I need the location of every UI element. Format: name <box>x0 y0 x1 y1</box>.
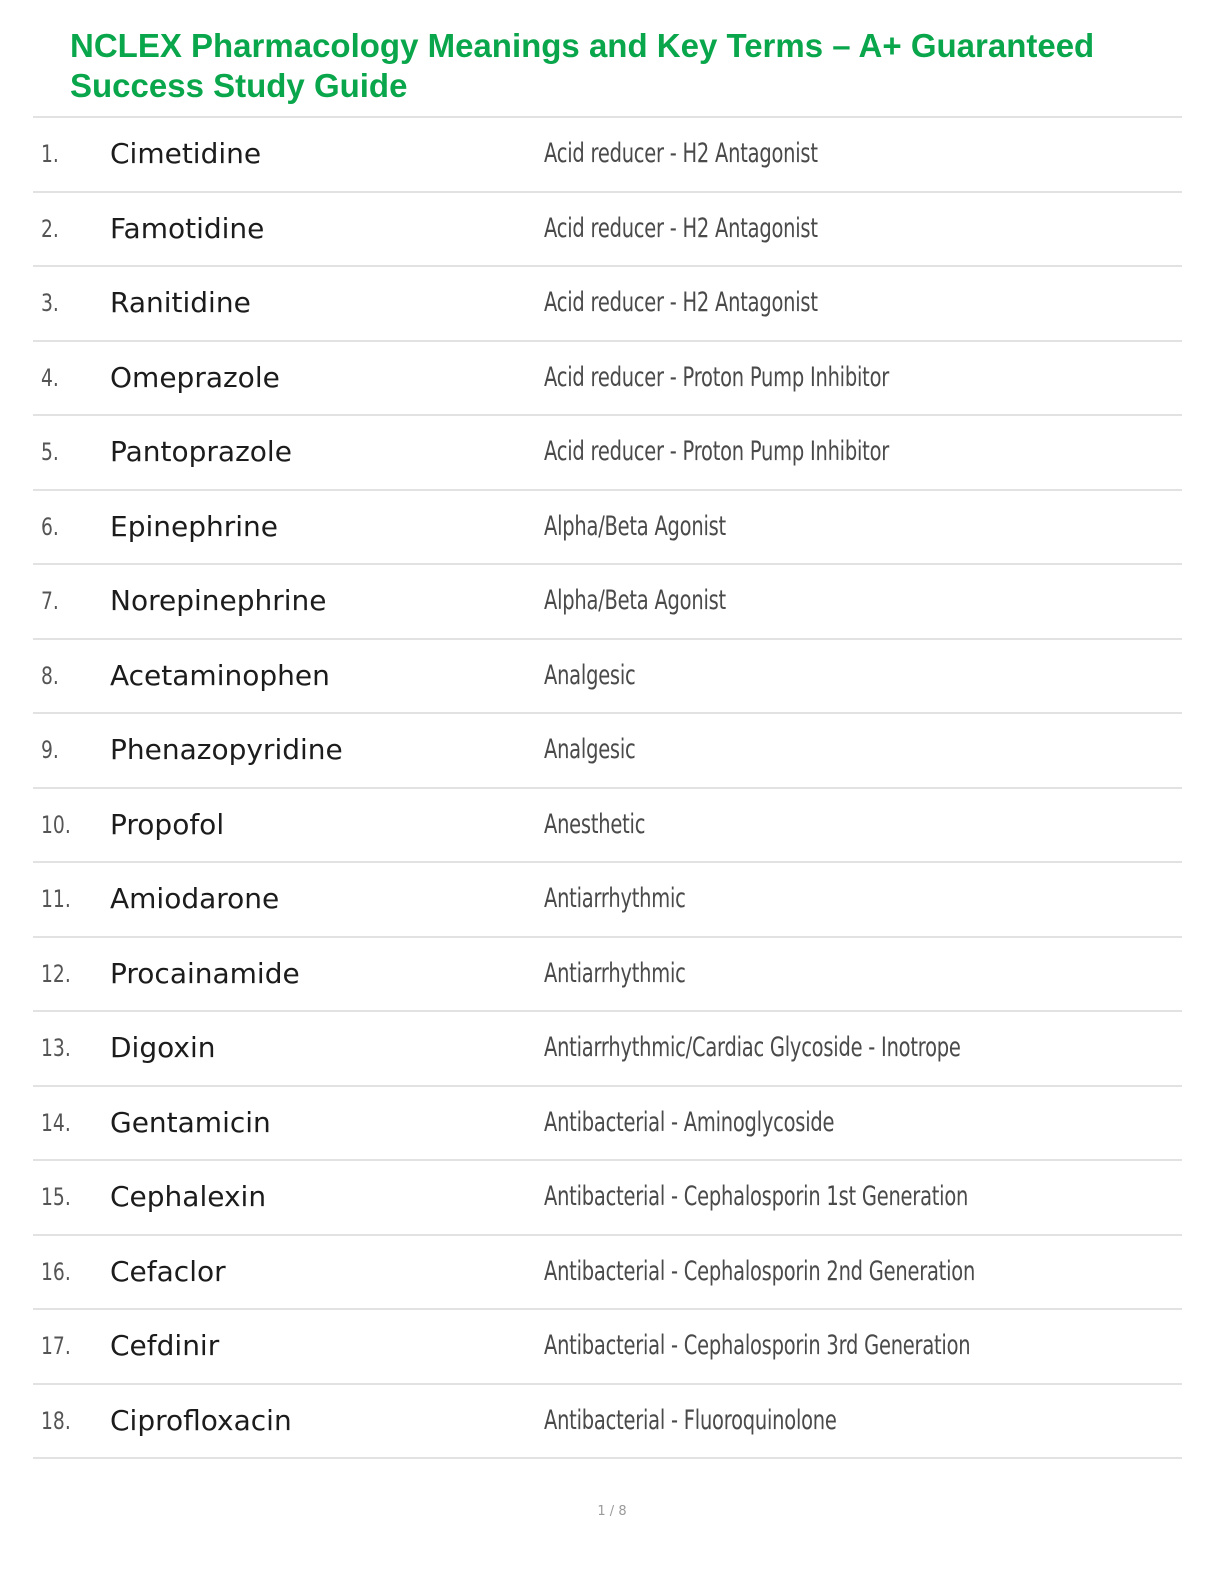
term-name: Propofol <box>110 807 225 841</box>
term-row <box>33 863 1182 938</box>
term-definition: Antiarrhythmic <box>544 957 686 989</box>
term-definition: Alpha/Beta Agonist <box>544 585 726 616</box>
term-number: 8. <box>41 661 59 690</box>
term-definition: Analgesic <box>544 659 636 691</box>
term-name: Cefdinir <box>110 1329 220 1362</box>
term-row <box>33 118 1182 193</box>
term-number: 4. <box>41 363 59 392</box>
term-definition: Acid reducer - H2 Antagonist <box>544 212 818 244</box>
term-number: 3. <box>41 289 59 317</box>
term-name: Ciprofloxacin <box>110 1403 292 1437</box>
term-row <box>33 938 1182 1013</box>
term-number: 15. <box>41 1183 71 1211</box>
term-definition: Acid reducer - H2 Antagonist <box>544 287 818 318</box>
term-number: 5. <box>41 438 59 466</box>
term-name: Cimetidine <box>110 137 262 170</box>
term-number: 9. <box>41 736 59 764</box>
term-name: Digoxin <box>110 1031 216 1064</box>
term-number: 10. <box>41 810 71 839</box>
term-name: Cephalexin <box>110 1180 267 1213</box>
term-row <box>33 1236 1182 1311</box>
term-name: Procainamide <box>110 956 300 990</box>
term-number: 16. <box>41 1257 71 1286</box>
term-name: Phenazopyridine <box>110 733 343 766</box>
page-title: NCLEX Pharmacology Meanings and Key Terms – A+ Guaranteed Success Study Guide <box>70 27 1095 104</box>
term-definition: Analgesic <box>544 734 636 765</box>
terms-list <box>33 116 1182 1459</box>
term-number: 14. <box>41 1108 71 1137</box>
term-row <box>33 565 1182 640</box>
term-definition: Antibacterial - Aminoglycoside <box>544 1106 835 1138</box>
term-number: 6. <box>41 512 59 541</box>
term-name: Cefaclor <box>110 1254 226 1288</box>
term-number: 11. <box>41 885 71 913</box>
term-number: 7. <box>41 587 59 615</box>
term-definition: Antibacterial - Cephalosporin 3rd Generation <box>544 1330 971 1361</box>
term-row <box>33 1310 1182 1385</box>
term-row <box>33 342 1182 417</box>
term-name: Norepinephrine <box>110 584 327 617</box>
term-name: Amiodarone <box>110 882 280 915</box>
term-definition: Acid reducer - Proton Pump Inhibitor <box>544 361 890 393</box>
term-number: 12. <box>41 959 71 988</box>
term-definition: Antiarrhythmic/Cardiac Glycoside - Inotrope <box>544 1032 961 1063</box>
term-number: 2. <box>41 214 59 243</box>
term-number: 1. <box>41 140 59 168</box>
term-row <box>33 416 1182 491</box>
term-name: Acetaminophen <box>110 658 330 692</box>
term-definition: Anesthetic <box>544 808 646 840</box>
term-row <box>33 193 1182 268</box>
term-number: 18. <box>41 1406 71 1435</box>
term-definition: Antibacterial - Fluoroquinolone <box>544 1404 837 1436</box>
term-number: 13. <box>41 1034 71 1062</box>
term-definition: Alpha/Beta Agonist <box>544 510 726 542</box>
term-definition: Acid reducer - Proton Pump Inhibitor <box>544 436 890 467</box>
term-row <box>33 789 1182 864</box>
term-name: Ranitidine <box>110 286 251 319</box>
term-number: 17. <box>41 1332 71 1360</box>
term-row <box>33 714 1182 789</box>
term-row <box>33 1012 1182 1087</box>
term-row <box>33 1161 1182 1236</box>
term-definition: Antiarrhythmic <box>544 883 686 914</box>
term-row <box>33 491 1182 566</box>
term-name: Famotidine <box>110 211 265 245</box>
term-definition: Antibacterial - Cephalosporin 2nd Generation <box>544 1255 976 1287</box>
term-row <box>33 267 1182 342</box>
term-row <box>33 1385 1182 1460</box>
term-definition: Antibacterial - Cephalosporin 1st Generation <box>544 1181 969 1212</box>
term-name: Pantoprazole <box>110 435 292 468</box>
term-row <box>33 1087 1182 1162</box>
term-name: Epinephrine <box>110 509 278 543</box>
term-row <box>33 640 1182 715</box>
term-definition: Acid reducer - H2 Antagonist <box>544 138 818 169</box>
term-name: Omeprazole <box>110 360 280 394</box>
term-name: Gentamicin <box>110 1105 271 1139</box>
page-number: 1 / 8 <box>597 1504 627 1519</box>
